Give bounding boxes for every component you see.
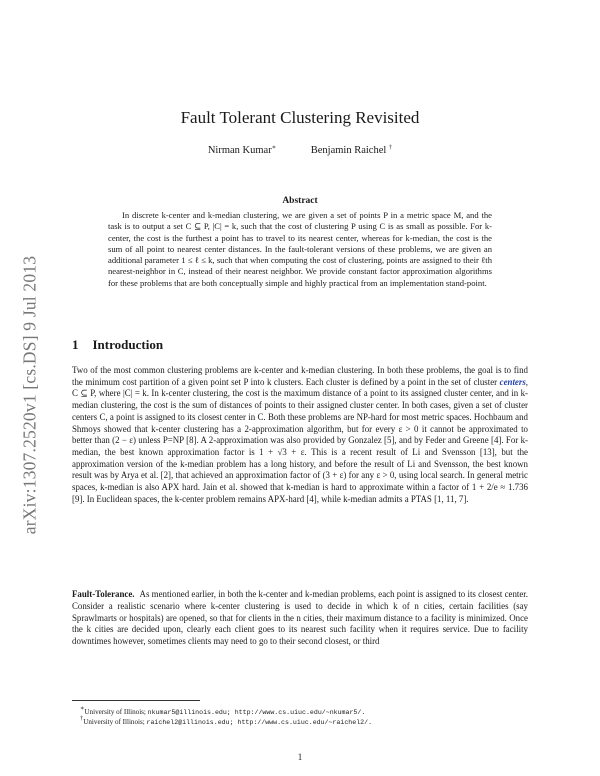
abstract-heading: Abstract (282, 196, 318, 206)
footnote-contact: nkumar5@illinois.edu; http://www.cs.uiuc.edu/~nkumar5/. (147, 709, 366, 716)
abstract-text: In discrete k-center and k-median clustering, we are given a set of points P in a metric space M, and the task is to output a set C ⊆ P, |C| = k, such that the cost of clustering P using C is as small as possible. For k-center, the cost is the furthest a point has to travel to its nearest center, whereas for k-median, the cost is the sum of all point to nearest center distances. In the fault-tolerant versions of these problems, we are given an additional parameter 1 ≤ ℓ ≤ k, such that when computing the cost of clustering, points are assigned to their ℓth nearest-neighbor in C, instead of their nearest neighbor. We provide constant factor approximation algorithms for these problems that are both conceptually simple and highly practical from an implementation stand-point. (108, 210, 492, 288)
author-list (72, 143, 528, 156)
fault-tolerance-text: As mentioned earlier, in both the k-center and k-median problems, each point is assigned to its closest center. Consider a realistic scenario where k-center clustering is used to decide in which k of n cities, certain facilities (say Sprawlmarts or hospitals) are opened, so that for clients in the n cities, their maximum distance to a facility is minimized. Once the k cities are decided upon, clearly each client goes to its nearest such facility when it requires service. Due to facility downtimes however, sometimes clients may need to go to their second closest, or third (72, 589, 528, 647)
footnote-mark: † (80, 715, 84, 722)
section-heading (72, 337, 163, 353)
author-2 (311, 144, 392, 156)
author-1 (208, 143, 276, 156)
footnote-2 (80, 714, 528, 727)
intro-text-part-2: , C ⊆ P, where |C| = k. In k-center clustering, the cost is the maximum distance of a point to its assigned cluster center, and in k-median clustering, the cost is the sum of distances of points to their assigned cluster center. In both cases, given a set of cluster centers C, a point is assigned to its closest center in C. Both these problems are NP-hard for most metric spaces. Hochbaum and Shmoys showed that k-center clustering has a 2-approximation algorithm, but for every ε > 0 it cannot be approximated to better than (2 − ε) unless P=NP [8]. A 2-approximation was also provided by Gonzalez [5], and by Feder and Greene [4]. For k-median, the best known approximation factor is 1 + √3 + ε. This is a recent result of Li and Svensson [13], but the approximation version of the k-median problem has a long history, and before the result of Li and Svensson, the best known result was by Arya et al. [2], that achieved an approximation factor of (3 + ε) for any ε > 0, using local search. In general metric spaces, k-median is also APX hard. Jain et al. showed that k-median is hard to approximate within a factor of 1 + 2/e ≈ 1.736 [9]. In Euclidean spaces, the k-center problem remains APX-hard [4], while k-median admits a PTAS [1, 11, 7]. (72, 376, 528, 504)
arxiv-id-text: arXiv:1307.2520v1 [cs.DS] 9 Jul 2013 (19, 255, 40, 535)
footnote-contact: raichel2@illinois.edu; http://www.cs.uiuc.edu/~raichel2/. (146, 719, 373, 726)
page-number: 1 (297, 752, 303, 762)
footnote-affiliation: University of Illinois; (83, 718, 147, 726)
author-name: Benjamin Raichel (310, 145, 387, 156)
footnote-rule (72, 700, 200, 701)
fault-tolerance-paragraph (72, 589, 528, 648)
paper-title: Fault Tolerant Clustering Revisited (180, 108, 420, 127)
paragraph-run-in-heading: Fault-Tolerance. (72, 589, 135, 599)
footnote-mark: ∗ (80, 705, 85, 712)
intro-text-part-1: Two of the most common clustering problems are k-center and k-median clustering. In both these problems, the goal is to find the minimum cost partition of a given point set P into k clusters. Each cluster is defined by a point in the set of cluster (72, 365, 528, 387)
centers-emphasis: centers (499, 376, 526, 387)
author-name: Nirman Kumar (207, 145, 272, 156)
section-title: Introduction (92, 337, 164, 352)
arxiv-identifier-stamp (16, 180, 44, 610)
footnote-mark: † (388, 144, 393, 151)
footnote-mark: ∗ (271, 144, 277, 151)
section-number: 1 (72, 337, 79, 352)
introduction-paragraph (72, 365, 528, 505)
footnote-affiliation: University of Illinois; (84, 708, 148, 716)
